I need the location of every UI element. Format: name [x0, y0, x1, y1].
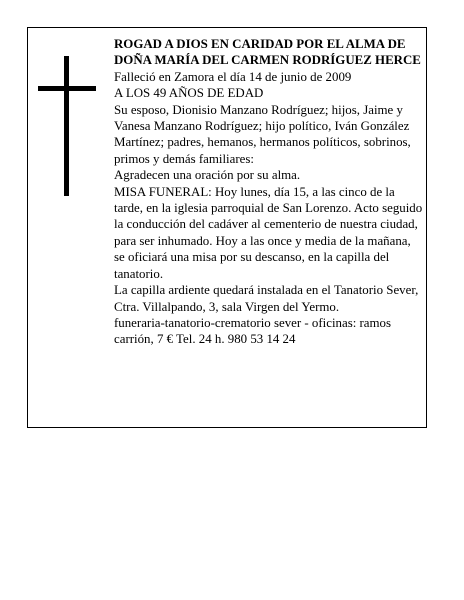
- age-line: A LOS 49 AÑOS DE EDAD: [114, 86, 264, 101]
- cross-horizontal-bar: [38, 86, 96, 91]
- cross-icon: [38, 56, 96, 196]
- chapel-line: La capilla ardiente quedará instalada en el Tanatorio Sever, Ctra. Villalpando, 3, sala Virgen del Yermo.: [114, 283, 419, 314]
- family-line: Su esposo, Dionisio Manzano Rodríguez; hijos, Jaime y Vanesa Manzano Rodríguez; hijo político, Iván González Martínez; padres, hemanos, hermanos políticos, sobrinos, primos y demás familiares:: [114, 102, 411, 166]
- death-date-line: Falleció en Zamora el día 14 de junio de 2009: [114, 69, 352, 84]
- notice-heading: ROGAD A DIOS EN CARIDAD POR EL ALMA DE DOÑA MARÍA DEL CARMEN RODRÍGUEZ HERCE: [114, 37, 421, 68]
- funeral-home-contact-line: funeraria-tanatorio-crematorio sever - oficinas: ramos carrión, 7 € Tel. 24 h. 980 53 14 24: [114, 315, 392, 347]
- funeral-mass-line: MISA FUNERAL: Hoy lunes, día 15, a las cinco de la tarde, en la iglesia parroquial de San Lorenzo. Acto seguido la conducción del cadáver al cementerio de nuestra ciudad, para ser inhumado. Hoy a las once y media de la mañana, se oficiará una misa por su descanso, en la capilla del tanatorio.: [114, 184, 423, 281]
- prayer-request-line: Agradecen una oración por su alma.: [114, 168, 301, 183]
- notice-text: [114, 36, 424, 348]
- cross-vertical-bar: [64, 56, 69, 196]
